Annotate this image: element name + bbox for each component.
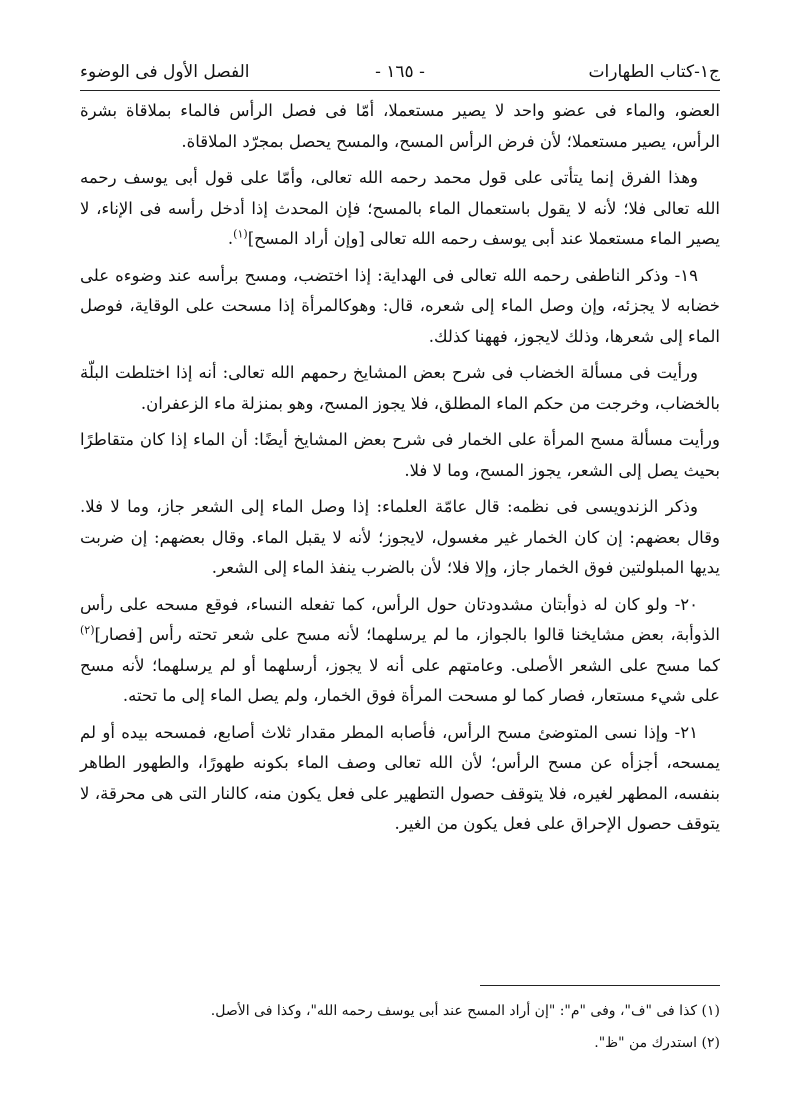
footnote-mark: (١) [233, 227, 248, 241]
footnote: (٢) استدرك من "ظ". [594, 1035, 720, 1051]
paragraph: العضو، والماء فى عضو واحد لا يصير مستعملا، أمّا فى فصل الرأس فالماء بملاقاة بشرة الرأس، يصير مستعملا؛ لأن فرض الرأس المسح، والمسح يحصل بمجرّد الملاقاة. [80, 101, 720, 151]
main-text [80, 96, 720, 846]
running-header [80, 58, 720, 90]
footnotes [80, 995, 720, 1059]
footnote-divider [480, 985, 720, 986]
header-book-title: ج١-كتاب الطهارات [588, 62, 720, 82]
paragraph: ٢٠- ولو كان له ذوأبتان مشدودتان حول الرأس، كما تفعله النساء، فوقع مسحه على رأس الذوأبة، بعض مشايخنا قالوا بالجواز، ما لم يرسلهما؛ لأنه مسح على شعر تحته رأس [فصار]$^{(٢)}$ كما مسح على الشعر الأصلى. وعامتهم على أنه لا يجوز، أرسلهما أو لم يرسلهما؛ لأنه مسح على شيء مستعار، فصار كما لو مسحت المرأة فوق الخمار، ولم يصل الماء إلى ما تحته. [80, 594, 720, 705]
header-page-number: - ١٦٥ - [375, 62, 425, 82]
paragraph: ٢١- وإذا نسى المتوضئ مسح الرأس، فأصابه المطر مقدار ثلاث أصابع، فمسحه بيده أو لم يمسحه، أجزأه عن مسح الرأس؛ لأن الله تعالى وصف الماء بكونه طهورًا، والطهور الطاهر بنفسه، المطهر لغيره، فلا يتوقف حصول التطهير على فعل يكون منه، كالنار التى هى محرقة، لا يتوقف حصول الإحراق على فعل يكون من الغير. [80, 722, 720, 833]
paragraph: ١٩- وذكر الناطفى رحمه الله تعالى فى الهداية: إذا اختضب، ومسح برأسه عند وضوءه على خضابه لا يجزئه، وإن وصل الماء إلى شعره، قال: وهوكالمرأة إذا مسحت على الوقاية، فوصل الماء إلى شعرها، وذلك لايجوز، فههنا كذلك. [80, 265, 720, 346]
footnote: (١) كذا فى "ف"، وفى "م": "إن أراد المسح عند أبى يوسف رحمه الله"، وكذا فى الأصل. [210, 1003, 720, 1019]
paragraph: ورأيت مسألة مسح المرأة على الخمار فى شرح بعض المشايخ أيضًا: أن الماء إذا كان متقاطرًا بحيث يصل إلى الشعر، يجوز المسح، وما لا فلا. [80, 430, 720, 480]
header-chapter-title: الفصل الأول فى الوضوء [80, 62, 250, 82]
footnote-mark: (٢) [80, 623, 95, 637]
paragraph: ورأيت فى مسألة الخضاب فى شرح بعض المشايخ رحمهم الله تعالى: أنه إذا اختلطت البلّة بالخضاب، وخرجت من حكم الماء المطلق، فلا يجوز المسح، وهو بمنزلة ماء الزعفران. [80, 363, 720, 413]
paragraph: وهذا الفرق إنما يتأتى على قول محمد رحمه الله تعالى، وأمّا على قول أبى يوسف رحمه الله تعالى فلا؛ لأنه لا يقول باستعمال الماء بالمسح؛ فإن المحدث إذا أدخل رأسه فى الإناء، لا يصير الماء مستعملا عند أبى يوسف رحمه الله تعالى [وإن أراد المسح]$^{(١)}$. [80, 168, 720, 248]
paragraph: وذكر الزندويسى فى نظمه: قال عامّة العلماء: إذا وصل الماء إلى الشعر جاز، وما لا فلا. وقال بعضهم: إن كان الخمار غير مغسول، لايجوز؛ لأنه لا يقبل الماء. وقال بعضهم: إن ضربت يديها المبلولتين فوق الخمار جاز، وإلا فلا؛ لأن بالضرب ينفذ الماء إلى الشعر. [80, 497, 720, 577]
header-divider [80, 90, 720, 91]
